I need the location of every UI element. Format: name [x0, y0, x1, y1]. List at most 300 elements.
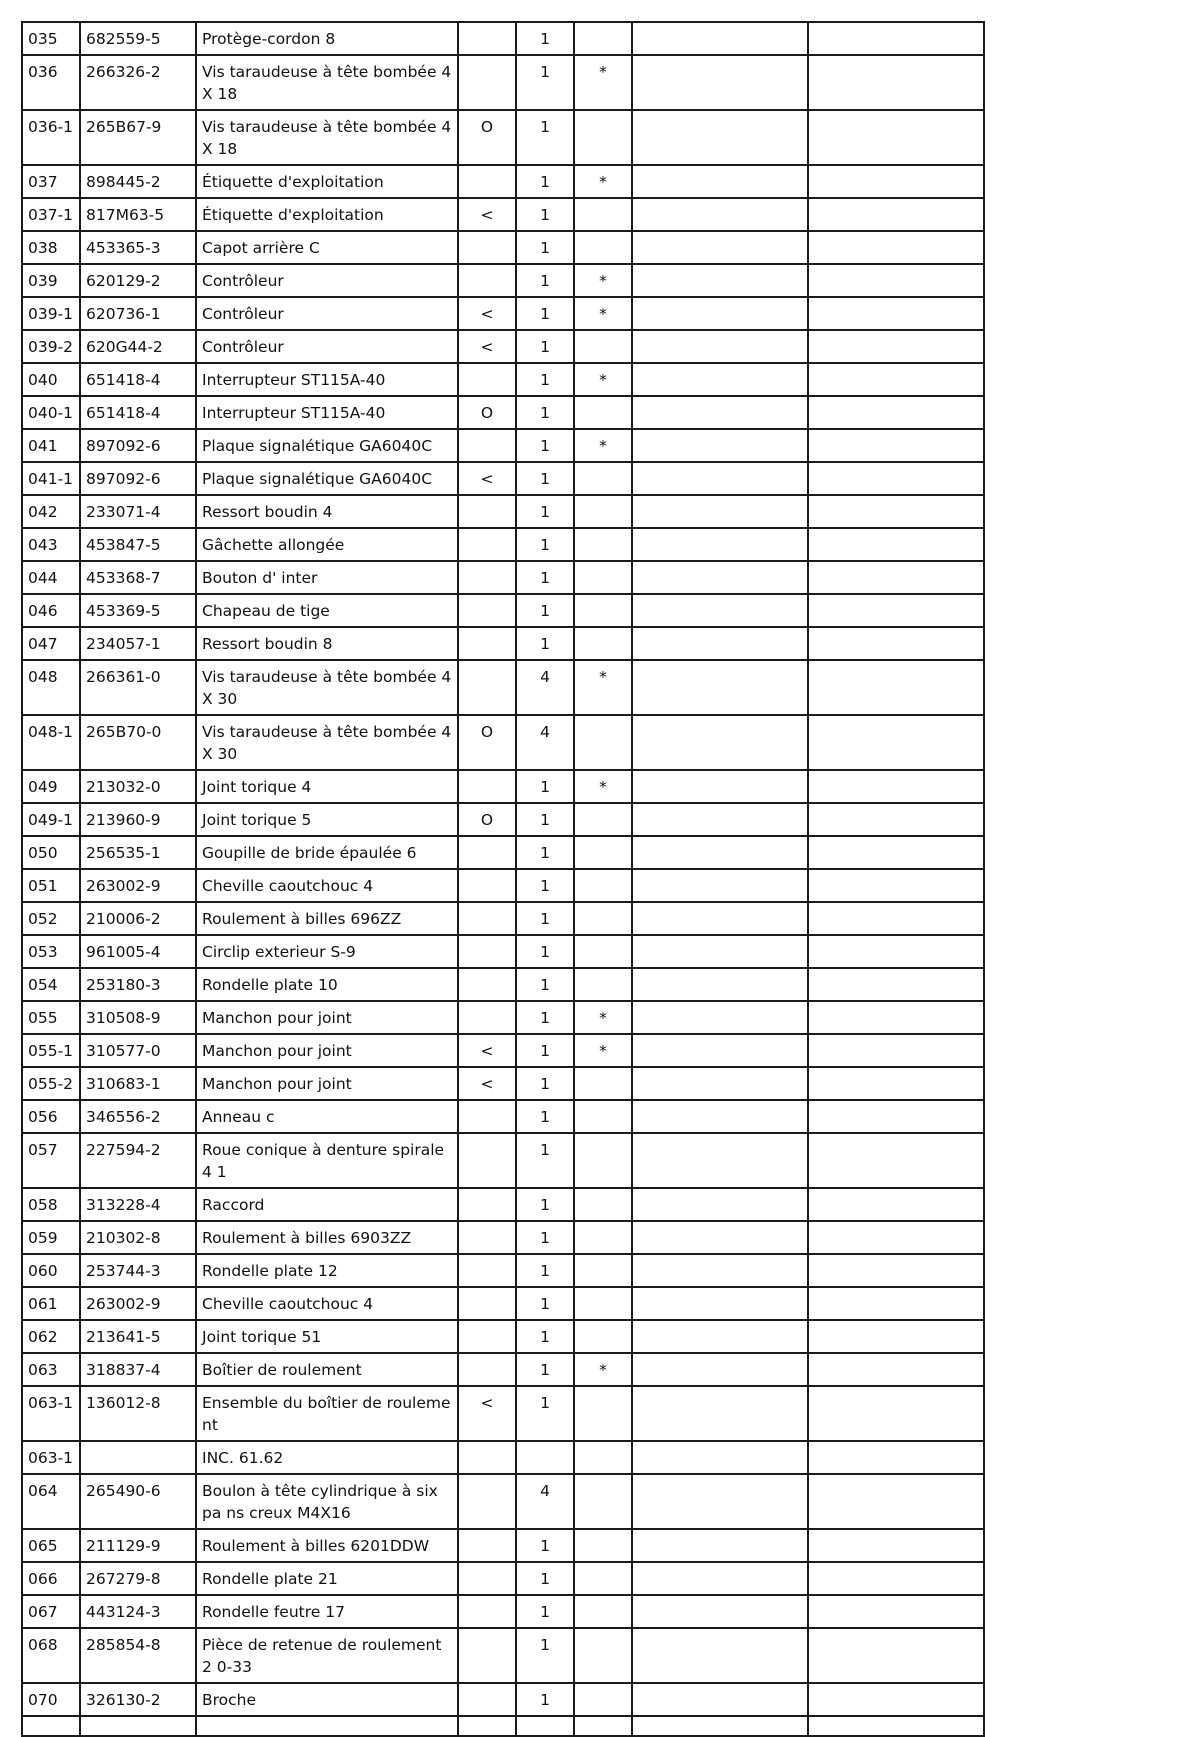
- change-code-cell: [458, 902, 516, 935]
- table-row: [22, 198, 984, 231]
- mark-cell: [574, 968, 632, 1001]
- part-number-cell: 453847-5: [80, 528, 196, 561]
- table-row: [22, 297, 984, 330]
- quantity-cell: 1: [516, 495, 574, 528]
- part-number-cell: 620736-1: [80, 297, 196, 330]
- mark-cell: *: [574, 770, 632, 803]
- quantity-cell: 1: [516, 1001, 574, 1034]
- quantity-cell: 1: [516, 1628, 574, 1683]
- part-number-cell: 961005-4: [80, 935, 196, 968]
- mark-cell: [574, 198, 632, 231]
- description-cell: Gâchette allongée: [196, 528, 458, 561]
- item-number-cell: 068: [22, 1628, 80, 1683]
- item-number-cell: 049-1: [22, 803, 80, 836]
- table-row: [22, 1188, 984, 1221]
- quantity-cell: 1: [516, 231, 574, 264]
- blank-cell: [808, 715, 984, 770]
- blank-cell: [808, 561, 984, 594]
- mark-cell: [574, 231, 632, 264]
- blank-cell: [632, 264, 808, 297]
- part-number-cell: 285854-8: [80, 1628, 196, 1683]
- item-number-cell: 063: [22, 1353, 80, 1386]
- blank-cell: [808, 1716, 984, 1736]
- mark-cell: [574, 594, 632, 627]
- blank-cell: [808, 198, 984, 231]
- item-number-cell: 036-1: [22, 110, 80, 165]
- quantity-cell: 1: [516, 330, 574, 363]
- table-row: [22, 1320, 984, 1353]
- mark-cell: *: [574, 264, 632, 297]
- quantity-cell: 1: [516, 429, 574, 462]
- part-number-cell: [80, 1441, 196, 1474]
- item-number-cell: 062: [22, 1320, 80, 1353]
- quantity-cell: 1: [516, 968, 574, 1001]
- change-code-cell: [458, 1529, 516, 1562]
- part-number-cell: 453369-5: [80, 594, 196, 627]
- quantity-cell: 1: [516, 1595, 574, 1628]
- item-number-cell: 039: [22, 264, 80, 297]
- part-number-cell: 227594-2: [80, 1133, 196, 1188]
- blank-cell: [808, 1529, 984, 1562]
- table-row: [22, 1254, 984, 1287]
- mark-cell: [574, 1386, 632, 1441]
- blank-cell: [808, 1386, 984, 1441]
- blank-cell: [632, 869, 808, 902]
- change-code-cell: [458, 1287, 516, 1320]
- quantity-cell: 1: [516, 110, 574, 165]
- blank-cell: [632, 1221, 808, 1254]
- item-number-cell: 046: [22, 594, 80, 627]
- quantity-cell: 1: [516, 1221, 574, 1254]
- part-number-cell: 267279-8: [80, 1562, 196, 1595]
- mark-cell: [574, 1254, 632, 1287]
- quantity-cell: 1: [516, 1320, 574, 1353]
- table-row: [22, 495, 984, 528]
- blank-cell: [808, 803, 984, 836]
- blank-cell: [632, 429, 808, 462]
- mark-cell: *: [574, 165, 632, 198]
- description-cell: Étiquette d'exploitation: [196, 198, 458, 231]
- description-cell: Rondelle feutre 17: [196, 1595, 458, 1628]
- blank-cell: [632, 1034, 808, 1067]
- blank-cell: [632, 715, 808, 770]
- item-number-cell: 055-2: [22, 1067, 80, 1100]
- part-number-cell: 233071-4: [80, 495, 196, 528]
- description-cell: Roulement à billes 6201DDW: [196, 1529, 458, 1562]
- blank-cell: [632, 1320, 808, 1353]
- part-number-cell: 213641-5: [80, 1320, 196, 1353]
- description-cell: Goupille de bride épaulée 6: [196, 836, 458, 869]
- item-number-cell: 039-2: [22, 330, 80, 363]
- mark-cell: *: [574, 1353, 632, 1386]
- description-cell: Contrôleur: [196, 297, 458, 330]
- table-row: [22, 1683, 984, 1716]
- change-code-cell: [458, 1133, 516, 1188]
- blank-cell: [632, 1001, 808, 1034]
- description-cell: Broche: [196, 1683, 458, 1716]
- item-number-cell: 052: [22, 902, 80, 935]
- mark-cell: [574, 1320, 632, 1353]
- table-row: [22, 1386, 984, 1441]
- description-cell: Cheville caoutchouc 4: [196, 869, 458, 902]
- description-cell: Boîtier de roulement: [196, 1353, 458, 1386]
- item-number-cell: 061: [22, 1287, 80, 1320]
- part-number-cell: 210302-8: [80, 1221, 196, 1254]
- mark-cell: *: [574, 1034, 632, 1067]
- blank-cell: [632, 396, 808, 429]
- table-row: [22, 110, 984, 165]
- part-number-cell: 682559-5: [80, 22, 196, 55]
- item-number-cell: 054: [22, 968, 80, 1001]
- description-cell: Cheville caoutchouc 4: [196, 1287, 458, 1320]
- item-number-cell: 053: [22, 935, 80, 968]
- blank-cell: [632, 363, 808, 396]
- change-code-cell: <: [458, 330, 516, 363]
- quantity-cell: 1: [516, 1254, 574, 1287]
- blank-cell: [632, 1683, 808, 1716]
- description-cell: Roulement à billes 6903ZZ: [196, 1221, 458, 1254]
- table-row: [22, 1287, 984, 1320]
- part-number-cell: 310683-1: [80, 1067, 196, 1100]
- mark-cell: [574, 396, 632, 429]
- item-number-cell: 047: [22, 627, 80, 660]
- quantity-cell: 1: [516, 1353, 574, 1386]
- blank-cell: [808, 396, 984, 429]
- blank-cell: [808, 594, 984, 627]
- description-cell: Manchon pour joint: [196, 1034, 458, 1067]
- part-number-cell: 263002-9: [80, 1287, 196, 1320]
- mark-cell: [574, 1628, 632, 1683]
- blank-cell: [574, 1716, 632, 1736]
- blank-cell: [808, 770, 984, 803]
- table-row: [22, 803, 984, 836]
- blank-cell: [632, 1628, 808, 1683]
- blank-cell: [808, 1133, 984, 1188]
- mark-cell: [574, 1562, 632, 1595]
- description-cell: Joint torique 51: [196, 1320, 458, 1353]
- blank-cell: [808, 429, 984, 462]
- mark-cell: [574, 561, 632, 594]
- quantity-cell: 1: [516, 1100, 574, 1133]
- blank-cell: [632, 1529, 808, 1562]
- mark-cell: [574, 1133, 632, 1188]
- quantity-cell: 1: [516, 396, 574, 429]
- change-code-cell: <: [458, 1386, 516, 1441]
- blank-cell: [632, 231, 808, 264]
- blank-cell: [22, 1716, 80, 1736]
- change-code-cell: [458, 1562, 516, 1595]
- blank-cell: [632, 330, 808, 363]
- change-code-cell: <: [458, 297, 516, 330]
- item-number-cell: 064: [22, 1474, 80, 1529]
- change-code-cell: [458, 363, 516, 396]
- table-row: [22, 770, 984, 803]
- blank-cell: [808, 528, 984, 561]
- blank-cell: [808, 1001, 984, 1034]
- part-number-cell: 346556-2: [80, 1100, 196, 1133]
- part-number-cell: 253180-3: [80, 968, 196, 1001]
- item-number-cell: 035: [22, 22, 80, 55]
- quantity-cell: 1: [516, 902, 574, 935]
- item-number-cell: 055-1: [22, 1034, 80, 1067]
- table-row: [22, 396, 984, 429]
- blank-cell: [632, 1067, 808, 1100]
- part-number-cell: 213960-9: [80, 803, 196, 836]
- change-code-cell: [458, 1683, 516, 1716]
- description-cell: Rondelle plate 21: [196, 1562, 458, 1595]
- table-row: [22, 1441, 984, 1474]
- table-row-partial: [22, 1716, 984, 1736]
- blank-cell: [632, 803, 808, 836]
- blank-cell: [632, 528, 808, 561]
- quantity-cell: 1: [516, 1034, 574, 1067]
- blank-cell: [808, 1100, 984, 1133]
- part-number-cell: 313228-4: [80, 1188, 196, 1221]
- quantity-cell: 1: [516, 1287, 574, 1320]
- quantity-cell: 1: [516, 55, 574, 110]
- blank-cell: [808, 55, 984, 110]
- blank-cell: [808, 1221, 984, 1254]
- description-cell: Capot arrière C: [196, 231, 458, 264]
- change-code-cell: [458, 968, 516, 1001]
- description-cell: Joint torique 4: [196, 770, 458, 803]
- quantity-cell: 1: [516, 1188, 574, 1221]
- item-number-cell: 059: [22, 1221, 80, 1254]
- item-number-cell: 048: [22, 660, 80, 715]
- quantity-cell: 1: [516, 627, 574, 660]
- item-number-cell: 056: [22, 1100, 80, 1133]
- blank-cell: [808, 1320, 984, 1353]
- description-cell: Ressort boudin 8: [196, 627, 458, 660]
- description-cell: Plaque signalétique GA6040C: [196, 429, 458, 462]
- change-code-cell: [458, 660, 516, 715]
- mark-cell: [574, 1474, 632, 1529]
- item-number-cell: 044: [22, 561, 80, 594]
- item-number-cell: 038: [22, 231, 80, 264]
- quantity-cell: 1: [516, 869, 574, 902]
- blank-cell: [80, 1716, 196, 1736]
- change-code-cell: [458, 1595, 516, 1628]
- quantity-cell: 1: [516, 1529, 574, 1562]
- change-code-cell: [458, 429, 516, 462]
- table-row: [22, 330, 984, 363]
- change-code-cell: <: [458, 198, 516, 231]
- mark-cell: [574, 715, 632, 770]
- table-row: [22, 429, 984, 462]
- table-row: [22, 55, 984, 110]
- change-code-cell: [458, 1001, 516, 1034]
- blank-cell: [632, 836, 808, 869]
- blank-cell: [632, 1474, 808, 1529]
- mark-cell: [574, 869, 632, 902]
- mark-cell: [574, 110, 632, 165]
- item-number-cell: 063-1: [22, 1441, 80, 1474]
- blank-cell: [808, 1628, 984, 1683]
- change-code-cell: O: [458, 715, 516, 770]
- blank-cell: [808, 22, 984, 55]
- table-row: [22, 1034, 984, 1067]
- item-number-cell: 049: [22, 770, 80, 803]
- blank-cell: [808, 869, 984, 902]
- change-code-cell: [458, 836, 516, 869]
- blank-cell: [808, 1562, 984, 1595]
- quantity-cell: 4: [516, 715, 574, 770]
- quantity-cell: 1: [516, 770, 574, 803]
- mark-cell: [574, 1595, 632, 1628]
- change-code-cell: O: [458, 396, 516, 429]
- description-cell: Contrôleur: [196, 330, 458, 363]
- table-row: [22, 869, 984, 902]
- mark-cell: [574, 1067, 632, 1100]
- part-number-cell: 817M63-5: [80, 198, 196, 231]
- quantity-cell: 4: [516, 660, 574, 715]
- part-number-cell: 234057-1: [80, 627, 196, 660]
- description-cell: Plaque signalétique GA6040C: [196, 462, 458, 495]
- description-cell: Étiquette d'exploitation: [196, 165, 458, 198]
- part-number-cell: 310508-9: [80, 1001, 196, 1034]
- blank-cell: [808, 968, 984, 1001]
- description-cell: Ensemble du boîtier de rouleme nt: [196, 1386, 458, 1441]
- table-row: [22, 165, 984, 198]
- change-code-cell: [458, 231, 516, 264]
- blank-cell: [632, 1254, 808, 1287]
- quantity-cell: 1: [516, 22, 574, 55]
- change-code-cell: [458, 528, 516, 561]
- mark-cell: [574, 22, 632, 55]
- blank-cell: [632, 495, 808, 528]
- item-number-cell: 043: [22, 528, 80, 561]
- mark-cell: *: [574, 55, 632, 110]
- table-row: [22, 561, 984, 594]
- blank-cell: [808, 836, 984, 869]
- description-cell: Interrupteur ST115A-40: [196, 396, 458, 429]
- table-row: [22, 1474, 984, 1529]
- mark-cell: [574, 495, 632, 528]
- part-number-cell: 253744-3: [80, 1254, 196, 1287]
- description-cell: Chapeau de tige: [196, 594, 458, 627]
- blank-cell: [632, 1287, 808, 1320]
- blank-cell: [808, 1353, 984, 1386]
- table-row: [22, 264, 984, 297]
- description-cell: Rondelle plate 12: [196, 1254, 458, 1287]
- part-number-cell: 310577-0: [80, 1034, 196, 1067]
- change-code-cell: <: [458, 462, 516, 495]
- blank-cell: [808, 627, 984, 660]
- quantity-cell: 1: [516, 528, 574, 561]
- item-number-cell: 067: [22, 1595, 80, 1628]
- blank-cell: [632, 1595, 808, 1628]
- table-row: [22, 627, 984, 660]
- part-number-cell: 211129-9: [80, 1529, 196, 1562]
- mark-cell: [574, 1529, 632, 1562]
- quantity-cell: 4: [516, 1474, 574, 1529]
- blank-cell: [632, 165, 808, 198]
- blank-cell: [632, 1353, 808, 1386]
- item-number-cell: 039-1: [22, 297, 80, 330]
- description-cell: Interrupteur ST115A-40: [196, 363, 458, 396]
- table-row: [22, 1133, 984, 1188]
- item-number-cell: 042: [22, 495, 80, 528]
- part-number-cell: 266361-0: [80, 660, 196, 715]
- part-number-cell: 897092-6: [80, 429, 196, 462]
- table-row: [22, 1595, 984, 1628]
- description-cell: Vis taraudeuse à tête bombée 4X 18: [196, 55, 458, 110]
- blank-cell: [808, 1595, 984, 1628]
- blank-cell: [808, 1034, 984, 1067]
- blank-cell: [632, 1562, 808, 1595]
- blank-cell: [632, 902, 808, 935]
- blank-cell: [632, 297, 808, 330]
- blank-cell: [632, 627, 808, 660]
- description-cell: Roulement à billes 696ZZ: [196, 902, 458, 935]
- description-cell: Circlip exterieur S-9: [196, 935, 458, 968]
- blank-cell: [808, 363, 984, 396]
- item-number-cell: 037: [22, 165, 80, 198]
- parts-list-body: [22, 22, 984, 1736]
- item-number-cell: 036: [22, 55, 80, 110]
- part-number-cell: 213032-0: [80, 770, 196, 803]
- change-code-cell: [458, 1353, 516, 1386]
- quantity-cell: 1: [516, 1067, 574, 1100]
- blank-cell: [632, 1188, 808, 1221]
- item-number-cell: 048-1: [22, 715, 80, 770]
- quantity-cell: 1: [516, 297, 574, 330]
- change-code-cell: [458, 1254, 516, 1287]
- part-number-cell: 136012-8: [80, 1386, 196, 1441]
- change-code-cell: [458, 1474, 516, 1529]
- table-row: [22, 1562, 984, 1595]
- item-number-cell: 070: [22, 1683, 80, 1716]
- blank-cell: [808, 264, 984, 297]
- quantity-cell: 1: [516, 1133, 574, 1188]
- change-code-cell: [458, 264, 516, 297]
- table-row: [22, 902, 984, 935]
- table-row: [22, 1067, 984, 1100]
- table-row: [22, 660, 984, 715]
- item-number-cell: 037-1: [22, 198, 80, 231]
- table-row: [22, 1353, 984, 1386]
- table-row: [22, 231, 984, 264]
- blank-cell: [632, 660, 808, 715]
- item-number-cell: 058: [22, 1188, 80, 1221]
- part-number-cell: 266326-2: [80, 55, 196, 110]
- blank-cell: [808, 330, 984, 363]
- item-number-cell: 041-1: [22, 462, 80, 495]
- quantity-cell: 1: [516, 594, 574, 627]
- table-row: [22, 715, 984, 770]
- mark-cell: [574, 1221, 632, 1254]
- description-cell: Raccord: [196, 1188, 458, 1221]
- part-number-cell: 620129-2: [80, 264, 196, 297]
- blank-cell: [516, 1716, 574, 1736]
- change-code-cell: [458, 1441, 516, 1474]
- part-number-cell: 263002-9: [80, 869, 196, 902]
- change-code-cell: <: [458, 1034, 516, 1067]
- blank-cell: [632, 1441, 808, 1474]
- change-code-cell: [458, 1100, 516, 1133]
- blank-cell: [632, 22, 808, 55]
- mark-cell: [574, 1287, 632, 1320]
- item-number-cell: 040: [22, 363, 80, 396]
- description-cell: Roue conique à denture spirale 4 1: [196, 1133, 458, 1188]
- table-row: [22, 836, 984, 869]
- blank-cell: [808, 935, 984, 968]
- item-number-cell: 055: [22, 1001, 80, 1034]
- quantity-cell: 1: [516, 1683, 574, 1716]
- change-code-cell: [458, 1628, 516, 1683]
- blank-cell: [808, 1067, 984, 1100]
- mark-cell: [574, 330, 632, 363]
